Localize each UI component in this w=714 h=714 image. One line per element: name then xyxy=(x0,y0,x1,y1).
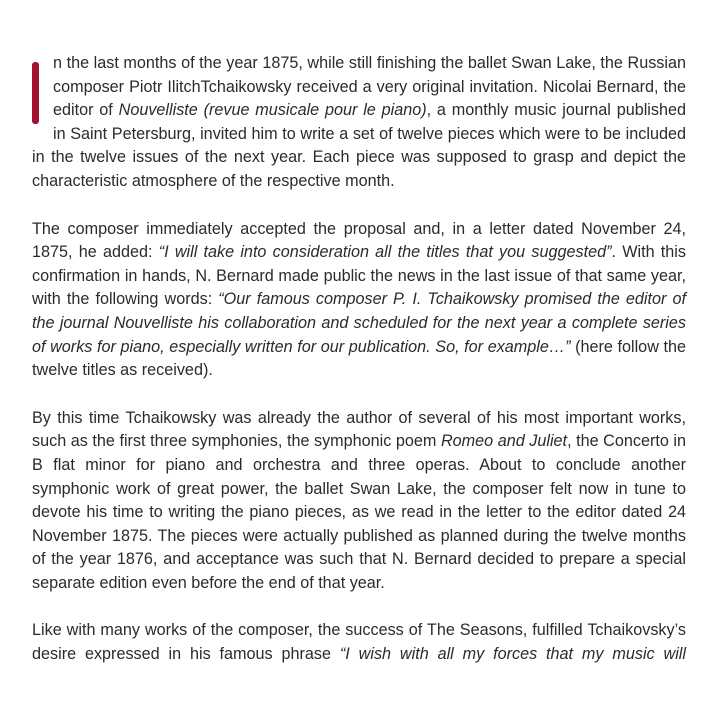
letter-quote: “I will take into consideration all the titles that you suggested” xyxy=(158,243,612,262)
paragraph-text: n the last months of the year 1875, while still finishing the ballet Swan Lake, the Russian composer Piotr IlitchTchaikowsky received a very original invitation. Nicolai Bernard, the editor of xyxy=(53,54,686,120)
announcement-quote: “Our famous composer P. I. Tchaikowsky promised the editor of the journal Nouvelliste his collaboration and scheduled for the next year a complete series of works for piano, especially written for our publication. So, for example…” xyxy=(32,290,686,356)
paragraph-text: (here follow the twelve titles as received). xyxy=(32,337,687,380)
famous-quote: “I wish with all my forces that my music will xyxy=(339,645,686,664)
paragraph-text: By this time Tchaikowsky was already the author of several of his most important works, such as the first three symphonies, the symphonic poem xyxy=(32,408,686,451)
paragraph-intro xyxy=(32,52,686,194)
paragraph-text: The composer immediately accepted the proposal and, in a letter dated November 24, 1875, he added: xyxy=(32,219,686,262)
journal-title: Nouvelliste (revue musicale pour le piano) xyxy=(118,101,427,120)
paragraph-text: , a monthly music journal published in Saint Petersburg, invited him to write a set of twelve pieces which were to be included in the twelve issues of the next year. Each piece was supposed to grasp and depict the characteristic atmosphere of the respective month. xyxy=(32,101,687,190)
paragraph-text: , the Concerto in B flat minor for piano and orchestra and three operas. About to conclude another symphonic work of great power, the ballet Swan Lake, the composer felt now in tune to devote his time to writing the piano pieces, as we read in the letter to the editor dated 24 November 1875. The pieces were actually published as planned during the twelve months of the year 1876, and acceptance was such that N. Bernard decided to prepare a special separate edition even before the end of that year. xyxy=(32,432,686,592)
dropcap-bar-icon xyxy=(32,62,39,124)
paragraph-text: Like with many works of the composer, the success of The Seasons, fulfilled Tchaikovsky’s desire expressed in his famous phrase xyxy=(32,621,686,664)
paragraph-text: . With this confirmation in hands, N. Bernard made public the news in the last issue of that same year, with the following words: xyxy=(32,243,686,309)
paragraph-background xyxy=(32,407,686,596)
paragraph-success xyxy=(32,619,686,666)
dropcap-letter xyxy=(53,52,54,53)
work-title: Romeo and Juliet xyxy=(440,432,568,451)
paragraph-acceptance xyxy=(32,218,686,383)
article-body xyxy=(32,52,686,691)
